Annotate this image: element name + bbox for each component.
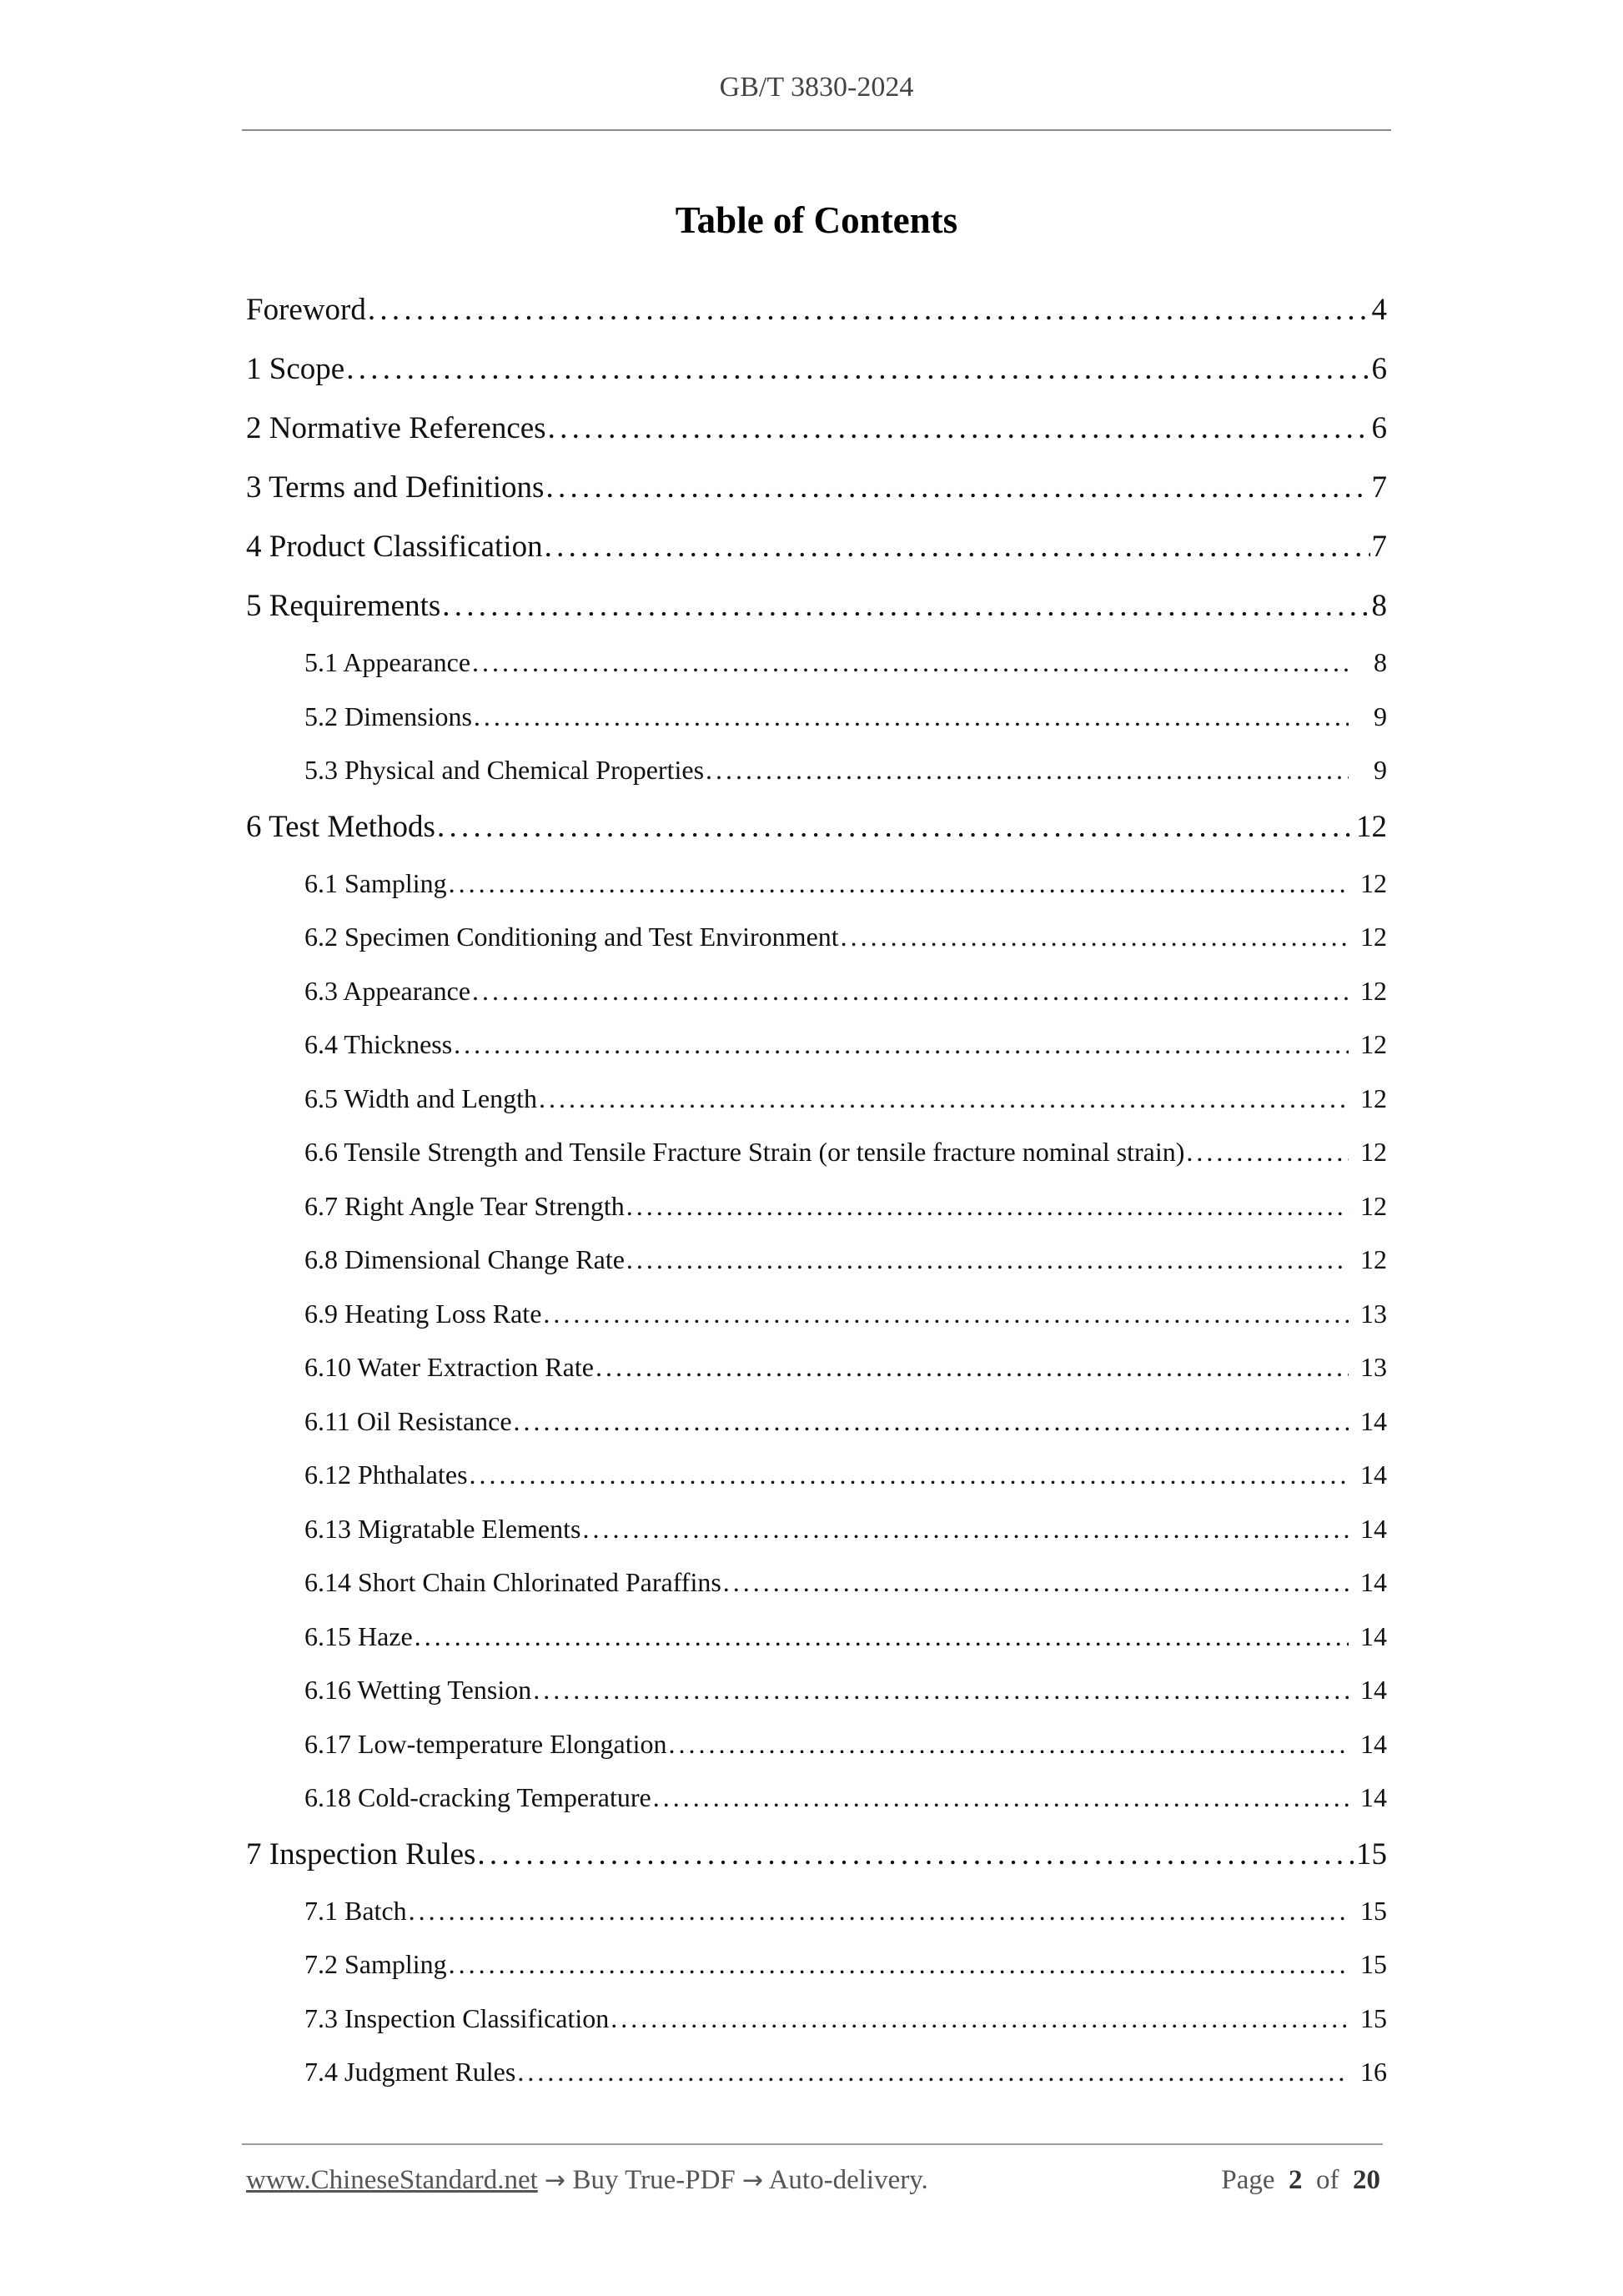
toc-entry[interactable]	[246, 1771, 1387, 1825]
toc-entry[interactable]	[246, 1394, 1387, 1449]
page-indicator	[1221, 2165, 1380, 2196]
page-title: Table of Contents	[675, 199, 958, 241]
buy-true-pdf-text: Buy True-PDF	[572, 2165, 736, 2195]
toc-entry[interactable]	[246, 964, 1387, 1018]
toc-dot-leader	[611, 1992, 1349, 2046]
toc-entry-page: 4	[1371, 293, 1387, 327]
toc-entry-title: 2 Normative References	[246, 411, 546, 445]
toc-entry[interactable]	[246, 857, 1387, 911]
toc-dot-leader	[449, 1937, 1349, 1992]
toc-entry[interactable]	[246, 1717, 1387, 1771]
toc-dot-leader	[368, 280, 1370, 339]
toc-entry[interactable]	[246, 743, 1387, 797]
toc-entry-page: 8	[1371, 589, 1387, 623]
toc-dot-leader	[470, 1448, 1349, 1502]
toc-entry-page: 13	[1360, 1298, 1387, 1329]
toc-entry-title: 5 Requirements	[246, 589, 441, 623]
site-link[interactable]: www.ChineseStandard.net	[246, 2165, 538, 2195]
toc-entry-title: 6.17 Low-temperature Elongation	[304, 1728, 667, 1759]
toc-entry-title: 6.6 Tensile Strength and Tensile Fracture Strain (or tensile fracture nominal strain)	[304, 1137, 1185, 1167]
toc-entry[interactable]	[246, 1179, 1387, 1233]
toc-dot-leader	[477, 1825, 1354, 1884]
toc-entry[interactable]	[246, 1555, 1387, 1610]
toc-entry[interactable]	[246, 1884, 1387, 1938]
toc-entry-title: 7.1 Batch	[304, 1895, 407, 1926]
toc-entry[interactable]	[246, 1825, 1387, 1884]
toc-entry-title: 6.10 Water Extraction Rate	[304, 1352, 594, 1382]
toc-entry-page: 12	[1360, 975, 1387, 1006]
toc-dot-leader	[517, 2045, 1349, 2099]
toc-dot-leader	[437, 797, 1354, 857]
toc-entry-title: 6.4 Thickness	[304, 1029, 453, 1059]
of-word: of	[1316, 2165, 1339, 2195]
toc-entry-title: 5.1 Appearance	[304, 647, 471, 677]
toc-entry-title: 4 Product Classification	[246, 530, 543, 564]
toc-entry[interactable]	[246, 1448, 1387, 1502]
toc-dot-leader	[582, 1502, 1349, 1556]
toc-entry-page: 14	[1360, 1675, 1387, 1705]
toc-entry[interactable]	[246, 1663, 1387, 1717]
toc-entry-title: 7 Inspection Rules	[246, 1836, 476, 1871]
toc-entry-page: 14	[1360, 1405, 1387, 1436]
toc-entry-page: 14	[1360, 1567, 1387, 1597]
toc-dot-leader	[514, 1394, 1349, 1449]
toc-dot-leader	[543, 1287, 1349, 1341]
toc-dot-leader	[669, 1717, 1349, 1771]
table-of-contents	[246, 280, 1387, 2099]
toc-dot-leader	[595, 1340, 1349, 1394]
toc-entry[interactable]	[246, 280, 1387, 339]
toc-entry[interactable]	[246, 576, 1387, 636]
toc-entry-title: 5.3 Physical and Chemical Properties	[304, 755, 705, 785]
toc-entry-title: Foreword	[246, 293, 366, 327]
arrow-right-icon: →	[742, 2166, 764, 2195]
toc-entry-title: 6.18 Cold-cracking Temperature	[304, 1782, 651, 1812]
toc-entry[interactable]	[246, 339, 1387, 399]
toc-entry-title: 6.8 Dimensional Change Rate	[304, 1244, 625, 1274]
toc-dot-leader	[415, 1610, 1349, 1664]
toc-entry[interactable]	[246, 399, 1387, 458]
toc-dot-leader	[533, 1663, 1349, 1717]
toc-entry-page: 14	[1360, 1620, 1387, 1651]
toc-entry-title: 6.3 Appearance	[304, 975, 471, 1006]
toc-entry-title: 5.2 Dimensions	[304, 701, 472, 731]
toc-entry-title: 6 Test Methods	[246, 809, 435, 844]
document-header-id: GB/T 3830-2024	[719, 72, 914, 103]
toc-entry-page: 13	[1360, 1352, 1387, 1382]
toc-dot-leader	[474, 690, 1349, 744]
toc-entry-page: 15	[1360, 1895, 1387, 1926]
toc-dot-leader	[723, 1555, 1349, 1610]
toc-dot-leader	[653, 1771, 1349, 1825]
toc-entry-page: 9	[1374, 701, 1387, 731]
toc-entry[interactable]	[246, 1610, 1387, 1664]
toc-entry-page: 14	[1360, 1513, 1387, 1544]
toc-entry[interactable]	[246, 1502, 1387, 1556]
toc-entry-page: 12	[1360, 1137, 1387, 1167]
page-current: 2	[1289, 2165, 1303, 2195]
page-word: Page	[1221, 2165, 1275, 2195]
footer-divider	[242, 2143, 1383, 2145]
toc-entry[interactable]	[246, 690, 1387, 744]
toc-entry[interactable]	[246, 458, 1387, 517]
toc-entry-title: 6.1 Sampling	[304, 867, 447, 898]
toc-dot-leader	[442, 576, 1369, 636]
toc-entry-page: 6	[1371, 411, 1387, 445]
toc-entry-title: 6.5 Width and Length	[304, 1083, 537, 1113]
toc-entry-page: 9	[1374, 755, 1387, 785]
toc-entry[interactable]	[246, 1937, 1387, 1992]
toc-entry[interactable]	[246, 1017, 1387, 1072]
toc-entry-page: 12	[1360, 1029, 1387, 1059]
toc-entry-title: 6.15 Haze	[304, 1620, 413, 1651]
toc-entry-page: 14	[1360, 1459, 1387, 1490]
toc-entry-page: 6	[1371, 352, 1387, 386]
toc-entry-page: 12	[1360, 922, 1387, 952]
toc-entry-page: 15	[1360, 2002, 1387, 2033]
toc-dot-leader	[706, 743, 1349, 797]
toc-dot-leader	[409, 1884, 1349, 1938]
toc-dot-leader	[449, 857, 1349, 911]
toc-entry-title: 3 Terms and Definitions	[246, 470, 545, 505]
page-footer	[246, 2165, 1380, 2196]
toc-entry[interactable]	[246, 517, 1387, 576]
toc-entry-page: 12	[1356, 809, 1387, 844]
toc-dot-leader	[841, 910, 1349, 964]
toc-entry[interactable]	[246, 1287, 1387, 1341]
arrow-right-icon: →	[545, 2166, 566, 2195]
toc-dot-leader	[346, 339, 1369, 399]
toc-entry-title: 6.11 Oil Resistance	[304, 1405, 512, 1436]
page-total: 20	[1353, 2165, 1380, 2195]
toc-dot-leader	[545, 458, 1369, 517]
toc-entry-page: 14	[1360, 1782, 1387, 1812]
toc-entry-page: 14	[1360, 1728, 1387, 1759]
toc-entry-title: 7.3 Inspection Classification	[304, 2002, 610, 2033]
toc-entry-page: 7	[1371, 470, 1387, 505]
toc-entry-title: 6.9 Heating Loss Rate	[304, 1298, 542, 1329]
toc-entry[interactable]	[246, 797, 1387, 857]
toc-entry-title: 6.12 Phthalates	[304, 1459, 468, 1490]
toc-entry[interactable]	[246, 1125, 1387, 1179]
toc-entry-title: 6.2 Specimen Conditioning and Test Environment	[304, 922, 839, 952]
toc-entry[interactable]	[246, 636, 1387, 690]
toc-entry-page: 12	[1360, 1190, 1387, 1221]
footer-left	[246, 2165, 928, 2196]
header-divider	[242, 129, 1391, 131]
toc-entry-title: 7.2 Sampling	[304, 1949, 447, 1979]
toc-entry-page: 15	[1360, 1949, 1387, 1979]
toc-entry-page: 8	[1374, 647, 1387, 677]
toc-entry-page: 12	[1360, 1083, 1387, 1113]
toc-entry[interactable]	[246, 1992, 1387, 2046]
toc-entry-title: 6.14 Short Chain Chlorinated Paraffins	[304, 1567, 721, 1597]
toc-entry[interactable]	[246, 1233, 1387, 1287]
toc-dot-leader	[472, 964, 1349, 1018]
toc-entry-page: 12	[1360, 867, 1387, 898]
toc-entry-page: 12	[1360, 1244, 1387, 1274]
toc-entry-title: 6.16 Wetting Tension	[304, 1675, 532, 1705]
auto-delivery-text: Auto-delivery.	[768, 2165, 928, 2195]
toc-dot-leader	[548, 399, 1370, 458]
toc-entry-title: 6.13 Migratable Elements	[304, 1513, 581, 1544]
toc-entry-title: 1 Scope	[246, 352, 345, 386]
toc-entry-page: 7	[1371, 530, 1387, 564]
toc-dot-leader	[545, 517, 1370, 576]
toc-entry[interactable]	[246, 1072, 1387, 1126]
toc-entry[interactable]	[246, 1340, 1387, 1394]
toc-entry[interactable]	[246, 910, 1387, 964]
toc-entry-page: 16	[1360, 2057, 1387, 2087]
toc-dot-leader	[539, 1072, 1349, 1126]
toc-entry-title: 7.4 Judgment Rules	[304, 2057, 516, 2087]
toc-dot-leader	[626, 1179, 1349, 1233]
toc-entry-page: 15	[1356, 1836, 1387, 1871]
toc-entry[interactable]	[246, 2045, 1387, 2099]
toc-dot-leader	[1186, 1125, 1349, 1179]
toc-dot-leader	[454, 1017, 1349, 1072]
toc-entry-title: 6.7 Right Angle Tear Strength	[304, 1190, 625, 1221]
toc-dot-leader	[472, 636, 1349, 690]
toc-dot-leader	[626, 1233, 1349, 1287]
